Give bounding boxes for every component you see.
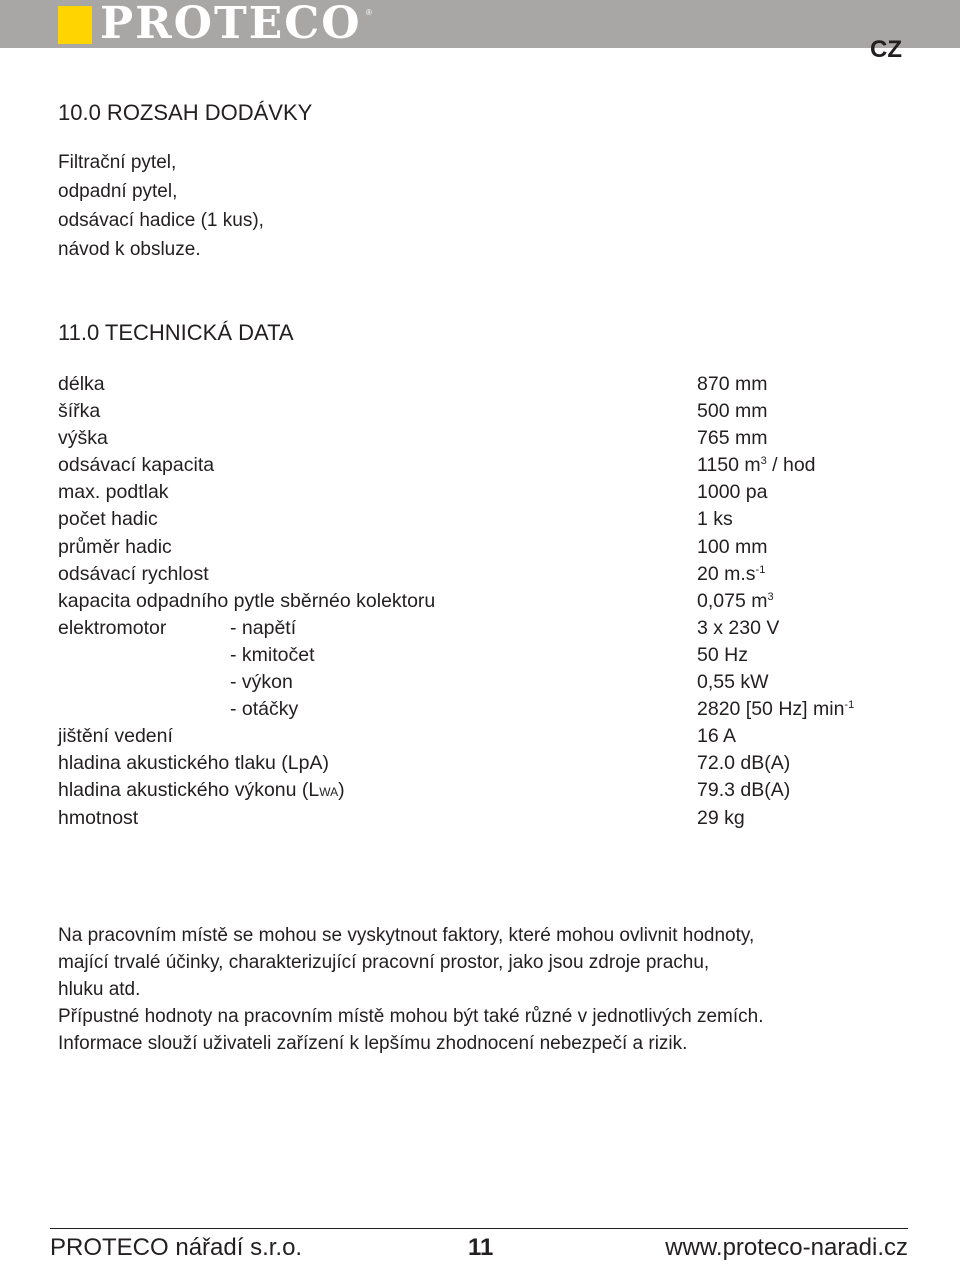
spec-row-motor-power — [58, 669, 918, 696]
spec-value: 1000 pa — [697, 481, 768, 504]
scope-item: odsávací hadice (1 kus), — [58, 210, 264, 231]
spec-label: průměr hadic — [58, 535, 172, 558]
spec-label: výška — [58, 427, 108, 450]
spec-label: odsávací kapacita — [58, 454, 215, 477]
spec-row-fuse — [58, 723, 918, 750]
spec-label: jištění vedení — [58, 725, 173, 748]
spec-value: 0,55 kW — [697, 671, 769, 694]
spec-row-weight — [58, 805, 918, 832]
spec-value-superscript: 3 — [760, 455, 767, 468]
spec-value: 72.0 dB(A) — [697, 752, 791, 775]
spec-row-length — [58, 371, 918, 398]
spec-row-suction-speed — [58, 561, 918, 588]
language-code: CZ — [870, 36, 902, 63]
spec-value: 870 mm — [697, 373, 768, 395]
spec-sublabel: - otáčky — [230, 698, 299, 721]
tech-heading: 11.0 TECHNICKÁ DATA — [58, 320, 294, 345]
spec-label: odsávací rychlost — [58, 562, 209, 585]
spec-value: 500 mm — [697, 400, 768, 423]
note-line: Informace slouží uživateli zařízení k lepšímu zhodnocení nebezpečí a rizik. — [58, 1033, 688, 1054]
note-line: mající trvalé účinky, charakterizující pracovní prostor, jako jsou zdroje prachu, — [58, 952, 710, 973]
spec-value: 3 x 230 V — [697, 616, 780, 639]
note-line: Na pracovním místě se mohou se vyskytnout faktory, které mohou ovlivnit hodnoty, — [58, 925, 755, 946]
logo-registered-mark: ® — [366, 8, 372, 17]
spec-row-suction-capacity — [58, 452, 918, 479]
spec-label-main: hladina akustického výkonu (L — [58, 779, 320, 802]
spec-row-height — [58, 425, 918, 452]
spec-value — [697, 696, 854, 723]
spec-value — [697, 561, 765, 588]
spec-value-main: 20 m.s — [697, 562, 756, 585]
spec-value-superscript: 3 — [767, 590, 774, 603]
spec-row-motor-voltage — [58, 615, 918, 642]
scope-list — [58, 148, 264, 264]
spec-label-subscript: WA — [319, 785, 339, 800]
logo: PROTECO — [100, 0, 362, 49]
spec-row-bag-capacity — [58, 588, 918, 615]
spec-row-motor-speed — [58, 696, 918, 723]
spec-value: 100 mm — [697, 535, 768, 558]
footer — [50, 1234, 908, 1264]
spec-row-motor-frequency — [58, 642, 918, 669]
spec-label: elektromotor — [58, 616, 167, 639]
spec-label: šířka — [58, 400, 101, 423]
scope-item: Filtrační pytel, — [58, 152, 177, 173]
note-line: hluku atd. — [58, 979, 141, 1000]
spec-sublabel: - výkon — [230, 671, 293, 694]
spec-row-hose-count — [58, 506, 918, 533]
spec-row-sound-pressure — [58, 750, 918, 777]
spec-label: max. podtlak — [58, 481, 169, 504]
spec-value-unit: / hod — [766, 454, 816, 477]
workplace-note — [58, 922, 918, 1057]
spec-value: 765 mm — [697, 427, 768, 450]
spec-label-end: ) — [338, 779, 345, 802]
spec-value: 1 ks — [697, 508, 733, 531]
spec-value: 79.3 dB(A) — [697, 779, 791, 802]
scope-item: návod k obsluze. — [58, 239, 201, 260]
spec-label: hmotnost — [58, 806, 139, 829]
page-number: 11 — [468, 1234, 494, 1261]
spec-value: 16 A — [697, 725, 737, 748]
spec-label: kapacita odpadního pytle sběrnéo kolektoru — [58, 589, 436, 612]
spec-value — [697, 588, 774, 615]
spec-sublabel: - napětí — [230, 616, 297, 639]
footer-website: www.proteco-naradi.cz — [665, 1234, 908, 1261]
note-line: Přípustné hodnoty na pracovním místě mohou být také různé v jednotlivých zemích. — [58, 1006, 764, 1027]
spec-sublabel: - kmitočet — [230, 643, 315, 666]
tech-data-table — [58, 371, 918, 832]
footer-divider — [50, 1228, 908, 1229]
footer-company: PROTECO nářadí s.r.o. — [50, 1234, 303, 1261]
spec-value — [697, 452, 816, 479]
spec-label — [58, 777, 345, 806]
spec-value: 50 Hz — [697, 643, 748, 666]
spec-label: počet hadic — [58, 508, 158, 531]
spec-value-superscript: -1 — [755, 563, 766, 576]
spec-value-main: 0,075 m — [697, 589, 768, 612]
spec-row-width — [58, 398, 918, 425]
spec-value-superscript: -1 — [844, 699, 855, 712]
spec-label: hladina akustického tlaku (LpA) — [58, 752, 329, 775]
spec-value-main: 2820 [50 Hz] min — [697, 698, 845, 721]
spec-row-hose-diameter — [58, 534, 918, 561]
spec-row-sound-power — [58, 777, 918, 804]
scope-item: odpadní pytel, — [58, 181, 178, 202]
spec-row-max-vacuum — [58, 479, 918, 506]
spec-value: 29 kg — [697, 806, 745, 829]
scope-heading: 10.0 ROZSAH DODÁVKY — [58, 100, 313, 125]
spec-label: délka — [58, 373, 105, 395]
spec-value-main: 1150 m — [697, 454, 761, 477]
logo-square — [58, 6, 92, 44]
